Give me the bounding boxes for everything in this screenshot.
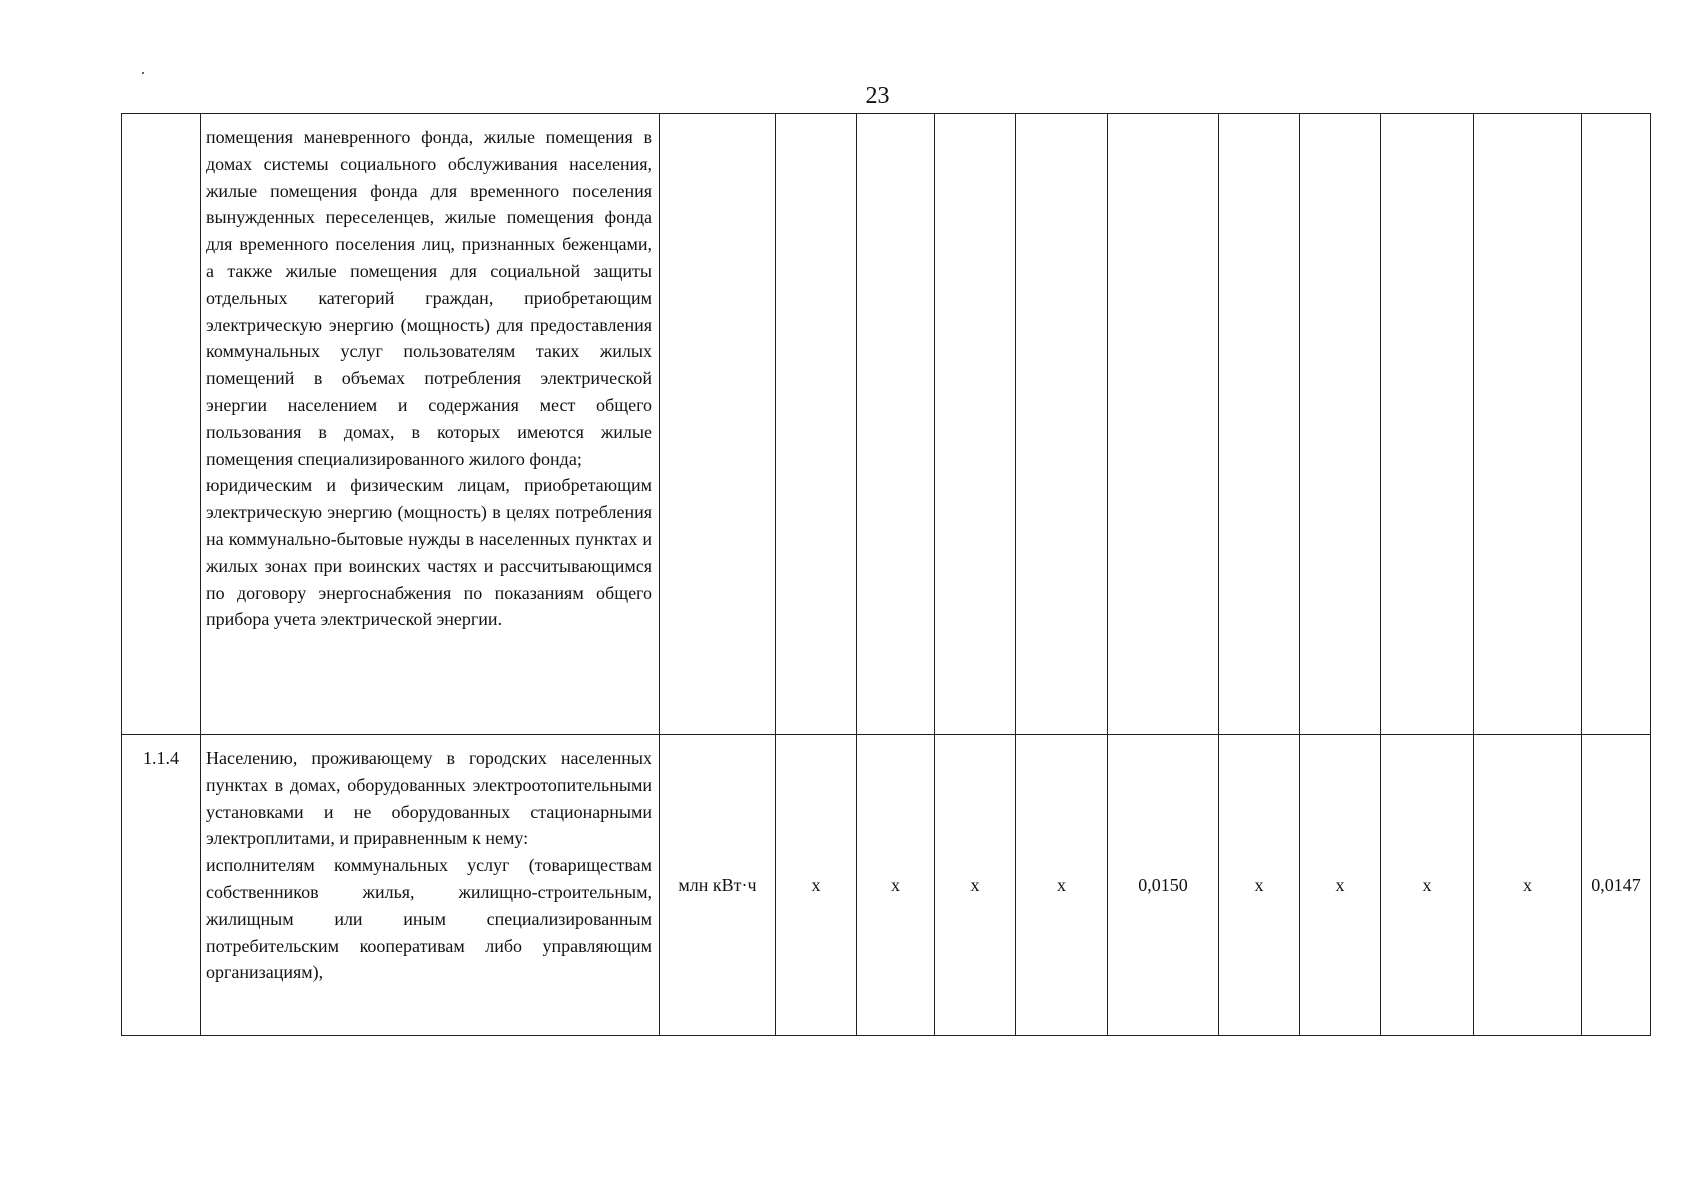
unit-cell	[660, 114, 776, 735]
page-number: 23	[865, 83, 890, 109]
value-cell: х	[935, 735, 1016, 1036]
tariff-table	[121, 113, 1651, 1036]
value-cell: х	[857, 735, 935, 1036]
value-cell	[1474, 114, 1582, 735]
value-cell: х	[1300, 735, 1381, 1036]
value-cell	[776, 114, 857, 735]
value-cell: х	[1016, 735, 1108, 1036]
value-cell	[935, 114, 1016, 735]
row-number-cell	[122, 114, 201, 735]
value-cell	[1219, 114, 1300, 735]
value-cell: х	[1474, 735, 1582, 1036]
value-cell	[857, 114, 935, 735]
value-cell	[1016, 114, 1108, 735]
row-number-cell: 1.1.4	[122, 735, 201, 1036]
table-row	[122, 114, 1651, 735]
value-cell: 0,0150	[1108, 735, 1219, 1036]
value-cell: 0,0147	[1582, 735, 1651, 1036]
scan-speck	[142, 72, 144, 74]
description-paragraph: исполнителям коммунальных услуг (товариществам собственников жилья, жилищно-строительным, жилищным или иным специализированным потребительским кооперативам либо управляющим организациям),	[206, 855, 652, 983]
row-description-cell	[201, 114, 660, 735]
value-cell	[1381, 114, 1474, 735]
value-cell	[1300, 114, 1381, 735]
value-cell	[1582, 114, 1651, 735]
value-cell: х	[1381, 735, 1474, 1036]
description-paragraph: юридическим и физическим лицам, приобретающим электрическую энергию (мощность) в целях потребления на коммунально-бытовые нужды в населенных пунктах и жилых зонах при воинских частях и рассчитывающимся по договору энергоснабжения по показаниям общего прибора учета электрической энергии.	[206, 475, 652, 630]
row-description-cell	[201, 735, 660, 1036]
value-cell: х	[776, 735, 857, 1036]
value-cell	[1108, 114, 1219, 735]
unit-cell: млн кВт·ч	[660, 735, 776, 1036]
description-paragraph: Населению, проживающему в городских населенных пунктах в домах, оборудованных электроотопительными установками и не оборудованных стационарными электроплитами, и приравненным к нему:	[206, 748, 652, 849]
table-row	[122, 735, 1651, 1036]
description-paragraph: помещения маневренного фонда, жилые помещения в домах системы социального обслуживания населения, жилые помещения фонда для временного поселения вынужденных переселенцев, жилые помещения фонда для временного поселения лиц, признанных беженцами, а также жилые помещения для социальной защиты отдельных категорий граждан, приобретающим электрическую энергию (мощность) для предоставления коммунальных услуг пользователям таких жилых помещений в объемах потребления электрической энергии населением и содержания мест общего пользования в домах, в которых имеются жилые помещения специализированного жилого фонда;	[206, 127, 652, 469]
value-cell: х	[1219, 735, 1300, 1036]
